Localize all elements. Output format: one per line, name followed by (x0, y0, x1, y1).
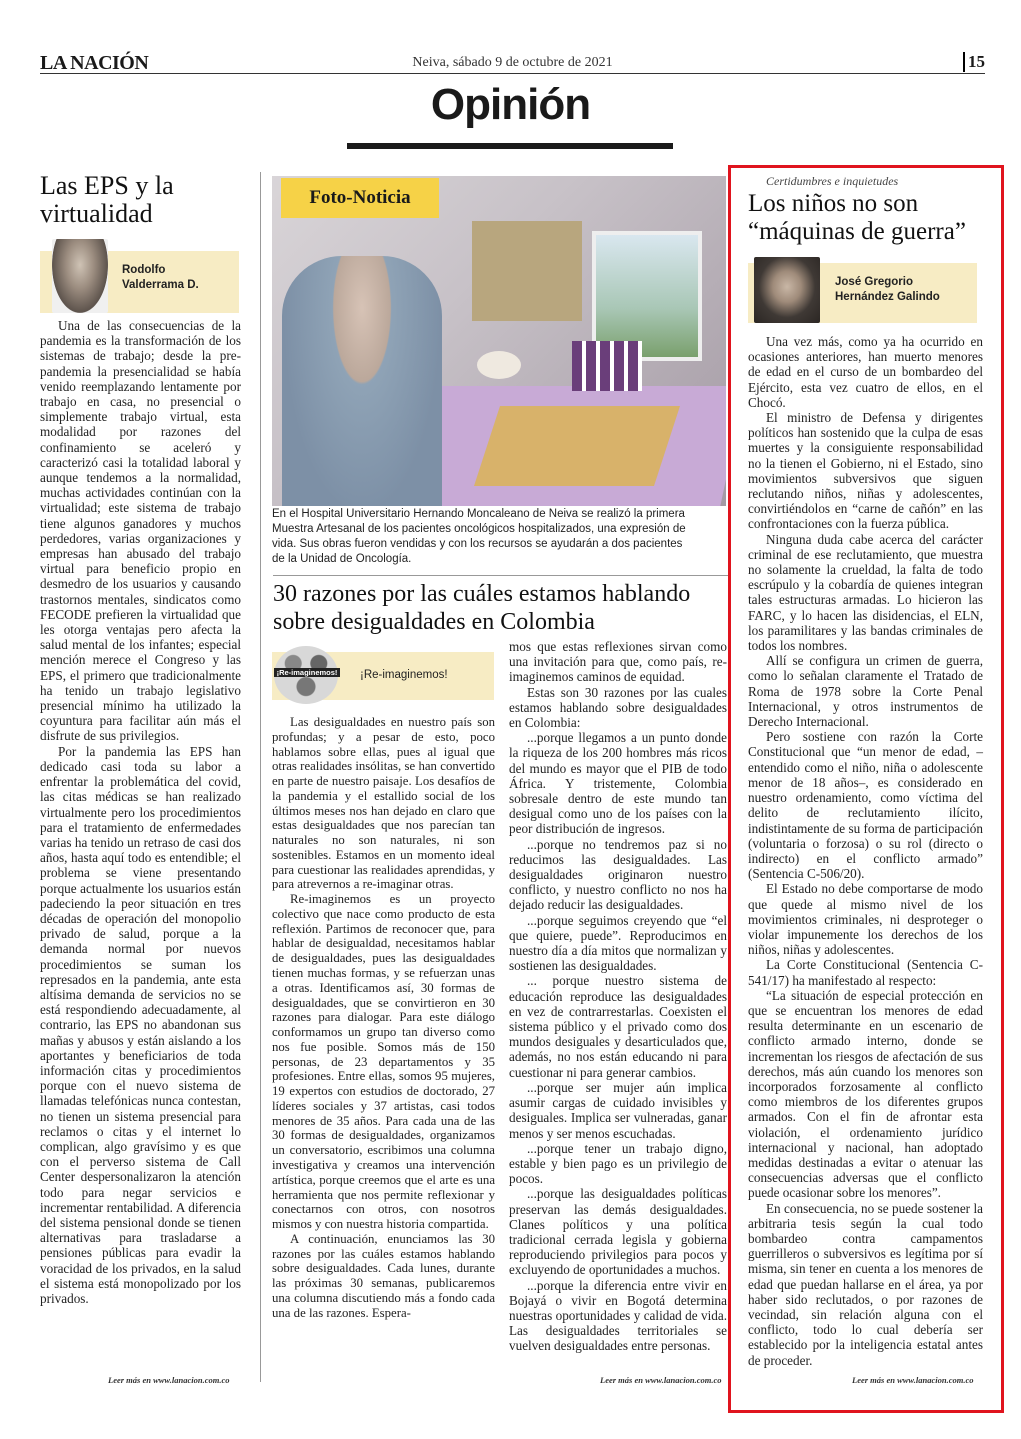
left-article-body (40, 318, 241, 1306)
author-photo (52, 239, 108, 313)
news-photo (272, 176, 726, 506)
read-more-link[interactable]: Leer más en www.lanacion.com.co (852, 1375, 974, 1385)
author-name (835, 275, 975, 305)
author-name-line: José Gregorio (835, 276, 913, 288)
paragraph: Ninguna duda cabe acerca del carácter criminal de ese reclutamiento, que muestra no solamente la crueldad, la falta de todo escrúpulo y la cobardía de quienes integran tales estructuras armadas. Lo hicieron las FARC, y lo hacen las disidencias, el ELN, los paramilitares y las bandas criminales de todos los nombres. (748, 531, 983, 654)
group-logo-tag: ¡Re-imaginemos! (274, 668, 340, 677)
middle-article-headline: 30 razones por las cuáles estamos hablando sobre desigualdades en Colombia (273, 575, 728, 636)
left-article-headline: Las EPS y la virtualidad (40, 171, 174, 228)
dateline: Neiva, sábado 9 de octubre de 2021 (412, 55, 613, 70)
paragraph: Allí se configura un crimen de guerra, como lo señalan claramente el Tratado de Roma de 1978 sobre la Corte Penal Internacional, y otros instrumentos de Derecho Internacional. (748, 653, 983, 730)
paragraph: ...porque llegamos a un punto donde la riqueza de los 200 hombres más ricos del mundo es mayor que el PIB de todo África. Y tristemente, Colombia sobresale dentro de este mundo tan desigual como uno de los países con la peor distribución de ingresos. (509, 730, 727, 837)
paragraph: Estas son 30 razones por las cuales estamos hablando sobre desigualdades en Colombia: (509, 684, 727, 731)
middle-article-body-col1 (272, 715, 495, 1320)
read-more-link[interactable]: Leer más en www.lanacion.com.co (600, 1375, 722, 1385)
paragraph: La Corte Constitucional (Sentencia C-541/17) ha manifestado al respecto: (748, 957, 983, 988)
author-name-line: Hernández Galindo (835, 291, 940, 303)
paragraph: ...porque la diferencia entre vivir en Bojayá o vivir en Bogotá determina nuestras oportunidades y calidad de vida. Las desigualdades territoriales se vuelven desigualdades entre personas. (509, 1277, 727, 1354)
group-logo (274, 646, 338, 704)
paragraph: “La situación de especial protección en que se encuentran los menores de edad resulta determinante en un escenario de conflicto armado interno, donde se incrementan los riesgos de afectación de sus derechos, más aún cuando los menores son incorporados forzosamente al conflicto como miembros de los diferentes grupos armados. Con el fin de afrontar esta violación, el ordenamiento jurídico internacional y nacional, han adoptado medidas destinadas a evitar o atenuar las consecuencias adversas que el conflicto puede ocasionar sobre los menores”. (748, 987, 983, 1201)
caption-line: En el Hospital Universitario Hernando Moncaleano de Neiva se realizó la primera (272, 508, 685, 520)
masthead (40, 52, 985, 74)
photo-news-label: Foto-Noticia (281, 178, 439, 218)
left-author-box (40, 251, 239, 313)
caption-line: vida. Sus obras fueron vendidas y con los recursos se ayudarán a dos pacientes (272, 538, 683, 550)
page-number: 15 (963, 52, 985, 72)
paragraph: ...porque ser mujer aún implica asumir cargas de cuidado invisibles y desiguales. Implica ser vulneradas, ganar menos y ser menos escuchadas. (509, 1079, 727, 1141)
paragraph: A continuación, enunciamos las 30 razones por las cuáles estamos hablando sobre desigualdades. Cada lunes, durante las próximas 30 semanas, publicaremos una columna discutiendo más a fondo cada una de las razones. Espera- (272, 1231, 495, 1320)
paragraph: El Estado no debe comportarse de modo que quede al mismo nivel de los movimientos criminales, ni desproteger o violar impunemente los derechos de los niños, niñas y adolescentes. (748, 881, 983, 958)
photo-board (474, 406, 680, 486)
paragraph: ...porque tener un trabajo digno, estable y bien pago es un privilegio de pocos. (509, 1140, 727, 1187)
paragraph: Las desigualdades en nuestro país son profundas; y a pesar de esto, poco hablamos sobre ellas, pues al igual que otras realidades insólitas, se han convertido en parte de nuestro paisaje. Los desafíos de la pandemia y el estallido social de los últimos meses nos han dejado en claro que estas desigualdades que nos parecían tan naturales no son naturales, ni son sostenibles. Estamos en un momento ideal para cuestionar las realidades aprendidas, y para atrevernos a re-imaginar otras. (272, 715, 495, 892)
column-kicker: Certidumbres e inquietudes (766, 174, 899, 188)
paragraph: Pero sostiene con razón la Corte Constitucional que “un menor de edad, –entendido como el niño, niña o adolescente menor de 18 años–, es considerado en nuestro ordenamiento, como víctima del delito de reclutamiento ilícito, indistintamente de su forma de participación (voluntaria o forzosa) o su rol (directo o indirecto) en el conflicto armado” (Sentencia C-506/20). (748, 729, 983, 882)
photo-palette (477, 351, 521, 379)
paragraph: Re-imaginemos es un proyecto colectivo que nace como producto de esta reflexión. Partimos de reconocer que, para hablar de desigualdad, necesitamos hablar de desigualdades, pues las desigualdades tienen muchas formas, y se refuerzan unas a otras. Identificamos así, 30 formas de desigualdades, que se convirtieron en 30 razones para dialogar. Para este diálogo conformamos un grupo tan diverso como nos fue posible. Somos más de 150 personas, de 23 departamentos y 35 profesiones. Entre ellas, somos 95 mujeres, 19 expertos con estudios de doctorado, 27 líderes sociales y 37 artistas, casi todos menores de 35 años. Para cada una de las 30 formas de desigualdades, organizamos un conversatorio, escribimos una columna investigativa y creamos una intervención artística, porque creemos que el arte es una herramienta que nos permite reflexionar y conectarnos con otros, con nosotros mismos y con nuestra historia compartida. (272, 892, 495, 1232)
middle-author-box (272, 652, 494, 700)
right-article-body (748, 334, 983, 1368)
caption-line: de la Unidad de Oncología. (272, 553, 412, 565)
middle-article-body-col2 (509, 639, 727, 1354)
paragraph: ...porque no tendremos paz si no reducimos las desigualdades. Las desigualdades originaron nuestro conflicto, y nuestro conflicto no nos ha dejado reducir las desigualdades. (509, 836, 727, 913)
photo-person (282, 256, 442, 506)
section-rule (347, 143, 673, 149)
paragraph: ... porque nuestro sistema de educación reproduce las desigualdades en vez de contrarrestarlas. Coexisten el sistema público y el privado como dos mundos desiguales y desarticulados que, además, no nos están educando ni para cuestionar ni para generar cambios. (509, 973, 727, 1080)
paragraph: ...porque las desigualdades políticas preservan las demás desigualdades. Clanes políticos y una política tradicional cerrada legisla y gobierna reproduciendo privilegios para pocos y excluyendo de oportunidades a muchos. (509, 1186, 727, 1278)
author-name-line: Valderrama D. (122, 279, 199, 291)
photo-caption (272, 507, 726, 567)
paragraph: ...porque seguimos creyendo que “el que quiere, puede”. Reproducimos en nuestro día a día mitos que normalizan y sostienen las desigualdades. (509, 912, 727, 974)
paragraph: Una de las consecuencias de la pandemia es la transformación de los sistemas de trabajo; desde la pre-pandemia la presencialidad se había venido reemplazando lentamente por trabajo en casa, no presencial o simplemente trabajo virtual, esta modalidad por razones del confinamiento se aceleró y caracterizó casi la totalidad laboral y aunque tendemos a la normalidad, muchas actividades continúan con la virtualidad; este sistema de trabajo tiene algunos ganadores y muchos perdedores, varias organizaciones y empresas han abusado del trabajo virtual para beneficio propio en desmedro de los usuarios y causando trastornos mentales, sindicatos como FECODE prefieren la virtualidad que les otorga ventajas pero afecta la salud mental de los infantes; especial mención merece el Congreso y las EPS, el primero que tradicionalmente ha tenido un trabajo legislativo presencial mínimo ha utilizado la coyuntura para facilitar aún más el disfrute de sus privilegios. (40, 318, 241, 744)
author-name: ¡Re-imaginemos! (360, 669, 448, 681)
author-name-line: Rodolfo (122, 264, 166, 276)
paragraph: Una vez más, como ya ha ocurrido en ocasiones anteriores, han muerto menores de edad en el curso de un bombardeo del Ejército, esta vez cuatro de ellos, en el Chocó. (748, 334, 983, 410)
right-author-box (748, 263, 977, 323)
author-photo (754, 257, 820, 323)
right-article-headline: Los niños no son “máquinas de guerra” (748, 190, 966, 245)
paragraph: Por la pandemia las EPS han dedicado casi toda su labor a enfrentar la problemática del covid, las citas médicas se han realizado virtualmente pero los procedimientos para el tratamiento de enfermedades varias ha tenido un retraso de casi dos años, hasta aquí todo es entendible; el problema se viene presentando porque actualmente los usuarios están padeciendo la peor situación en tres décadas de operación del monopolio privado de salud, porque a la demanda normal por nuevos procedimientos se suman los represados en la pandemia, ante esta altísima demanda de servicios no se está respondiendo adecuadamente, al contrario, las EPS no abandonan sus mañas y abusos y están aislando a los aportantes y beneficiarios de toda información citas y procedimientos porque con el nuevo sistema de llamadas telefónicas nunca contestan, no tienen un sistema presencial para reclamos o citas y el internet lo complican, algo gravísimo y es que con el perverso sistema de Call Center despersonalizaron la atención todo para negar servicios e incrementar rentabilidad. A diferencia del sistema pensional donde se tienen alternativas para trasladarse a pensiones públicas para evadir la voracidad de los privados, en la salud el sistema está monopolizado por los privados. (40, 743, 241, 1306)
author-name (122, 263, 232, 293)
newspaper-logo[interactable]: LA NACIÓN (40, 52, 149, 74)
photo-background-panel (472, 221, 582, 321)
column-divider (260, 172, 261, 1382)
paragraph: En consecuencia, no se puede sostener la arbitraria tesis según la cual todo bombardeo contra campamentos guerrilleros o subversivos es legítima por sí misma, sin tener en cuenta a los menores de edad que puedan hallarse en el área, ya por haber sido reclutados, o por razones de vecindad, sin relación alguna con el conflicto, todo lo cual debería ser establecido por la inteligencia estatal antes de proceder. (748, 1200, 983, 1368)
photo-paint-bottles (572, 341, 642, 391)
section-title: Opinión (430, 80, 591, 129)
read-more-link[interactable]: Leer más en www.lanacion.com.co (108, 1375, 230, 1385)
caption-line: Muestra Artesanal de los pacientes oncológicos hospitalizados, una expresión de (272, 523, 686, 535)
paragraph: El ministro de Defensa y dirigentes políticos han sostenido que la culpa de esas muertes y la consiguiente responsabilidad no la tienen el Gobierno, ni el Estado, sino movimientos subversivos que siguen reclutando niños, niñas y adolescentes, convirtiéndolos en “carne de cañón” en las confrontaciones con la fuerza pública. (748, 410, 983, 532)
paragraph: mos que estas reflexiones sirvan como una invitación para que, como país, re-imaginemos caminos de equidad. (509, 639, 727, 685)
